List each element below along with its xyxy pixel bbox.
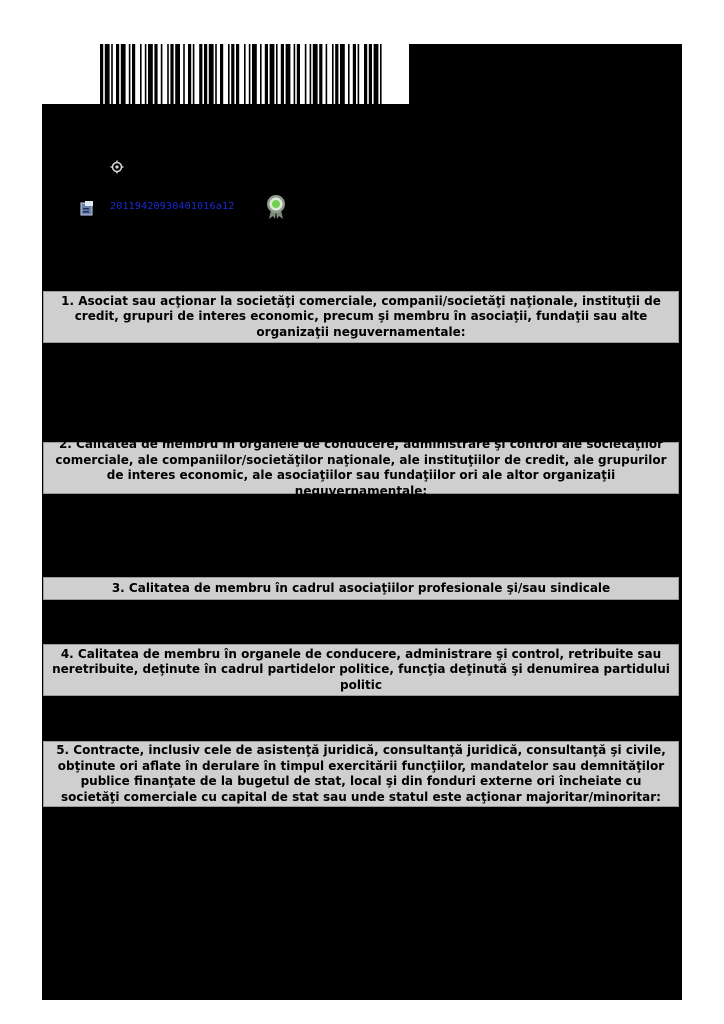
barcode-bar	[340, 44, 345, 104]
barcode-bar	[265, 44, 268, 104]
barcode-bar	[313, 44, 318, 104]
section-header-2-label: 2. Calitatea de membru în organele de conducere, administrare şi control ale societăţilor comerciale, ale companiilor/societăţilor naţionale, ale instituţiilor de credit, ale grupurilor de interes economic, ale asociaţiilor sau fundaţiilor ori ale altor organizaţii neguvernamentale:	[55, 437, 667, 498]
barcode-bar	[310, 44, 312, 104]
barcode-bar	[193, 44, 195, 104]
section-header-1	[43, 291, 679, 343]
certificate-badge-icon	[264, 194, 288, 220]
barcode-bar	[140, 44, 142, 104]
barcode-bar	[369, 44, 372, 104]
barcode-bar	[249, 44, 251, 104]
barcode	[42, 44, 409, 104]
barcode-bar	[100, 44, 103, 104]
barcode-bar	[121, 44, 126, 104]
barcode-bar	[215, 44, 217, 104]
barcode-bar	[297, 44, 300, 104]
barcode-bar	[380, 44, 382, 104]
barcode-bar	[183, 44, 185, 104]
barcode-bar	[332, 44, 334, 104]
barcode-bar	[364, 44, 367, 104]
barcode-bar	[170, 44, 173, 104]
barcode-bar	[154, 44, 157, 104]
barcode-bar	[129, 44, 131, 104]
barcode-bar	[374, 44, 379, 104]
section-header-3-label: 3. Calitatea de membru în cadrul asociaţiilor profesionale şi/sau sindicale	[111, 580, 611, 595]
barcode-bar	[319, 44, 322, 104]
barcode-bar	[132, 44, 135, 104]
barcode-bar	[116, 44, 119, 104]
gear-icon	[110, 159, 124, 173]
barcode-bar	[145, 44, 147, 104]
section-header-5	[43, 741, 679, 807]
barcode-bar	[209, 44, 214, 104]
barcode-bar	[148, 44, 153, 104]
barcode-bar	[276, 44, 278, 104]
barcode-bar	[348, 44, 350, 104]
barcode-bar	[236, 44, 239, 104]
barcode-bar	[188, 44, 191, 104]
barcode-bar	[326, 44, 328, 104]
barcode-bar	[286, 44, 291, 104]
section-header-4	[43, 644, 679, 696]
barcode-bar	[199, 44, 202, 104]
barcode-bar	[204, 44, 207, 104]
barcode-bar	[220, 44, 223, 104]
barcode-bar	[111, 44, 113, 104]
barcode-bar	[305, 44, 307, 104]
barcode-bar	[335, 44, 338, 104]
barcode-bar	[175, 44, 180, 104]
barcode-bar	[228, 44, 230, 104]
barcode-bar	[281, 44, 284, 104]
barcode-graphic	[42, 44, 409, 104]
barcode-bar	[231, 44, 234, 104]
document-page	[42, 44, 682, 1000]
section-header-2	[43, 437, 679, 498]
barcode-bar	[353, 44, 356, 104]
barcode-bar	[244, 44, 246, 104]
barcode-bar	[270, 44, 275, 104]
section-header-5-label: 5. Contracte, inclusiv cele de asistenţă juridică, consultanţă juridică, consultanţă şi civile, obţinute ori aflate în derulare în timpul exercitării funcţiilor, mandatelor sau demnităţilor publice finanţate de la bugetul de stat, local şi din fonduri externe ori încheiate cu societăţi comerciale cu capital de stat sau unde statul este acţionar majoritar/minoritar:	[56, 743, 666, 804]
document-icon	[79, 200, 95, 216]
barcode-bar	[294, 44, 296, 104]
barcode-bar	[161, 44, 163, 104]
barcode-bar	[167, 44, 169, 104]
barcode-bar	[358, 44, 360, 104]
section-header-4-label: 4. Calitatea de membru în organele de conducere, administrare şi control, retribuite sau neretribuite, deţinute în cadrul partidelor politice, funcţia deţinută şi denumirea partidului politic	[52, 646, 670, 692]
barcode-bar	[260, 44, 262, 104]
barcode-bar	[105, 44, 110, 104]
barcode-bar	[252, 44, 257, 104]
section-header-3	[43, 577, 679, 600]
document-code: 20119420930401016a12	[110, 201, 235, 212]
section-header-1-label: 1. Asociat sau acţionar la societăţi comerciale, companii/societăţi naţionale, instituţii de credit, grupuri de interes economic, precum şi membru în asociaţii, fundaţii sau alte organizaţii neguvernamentale:	[61, 293, 661, 339]
